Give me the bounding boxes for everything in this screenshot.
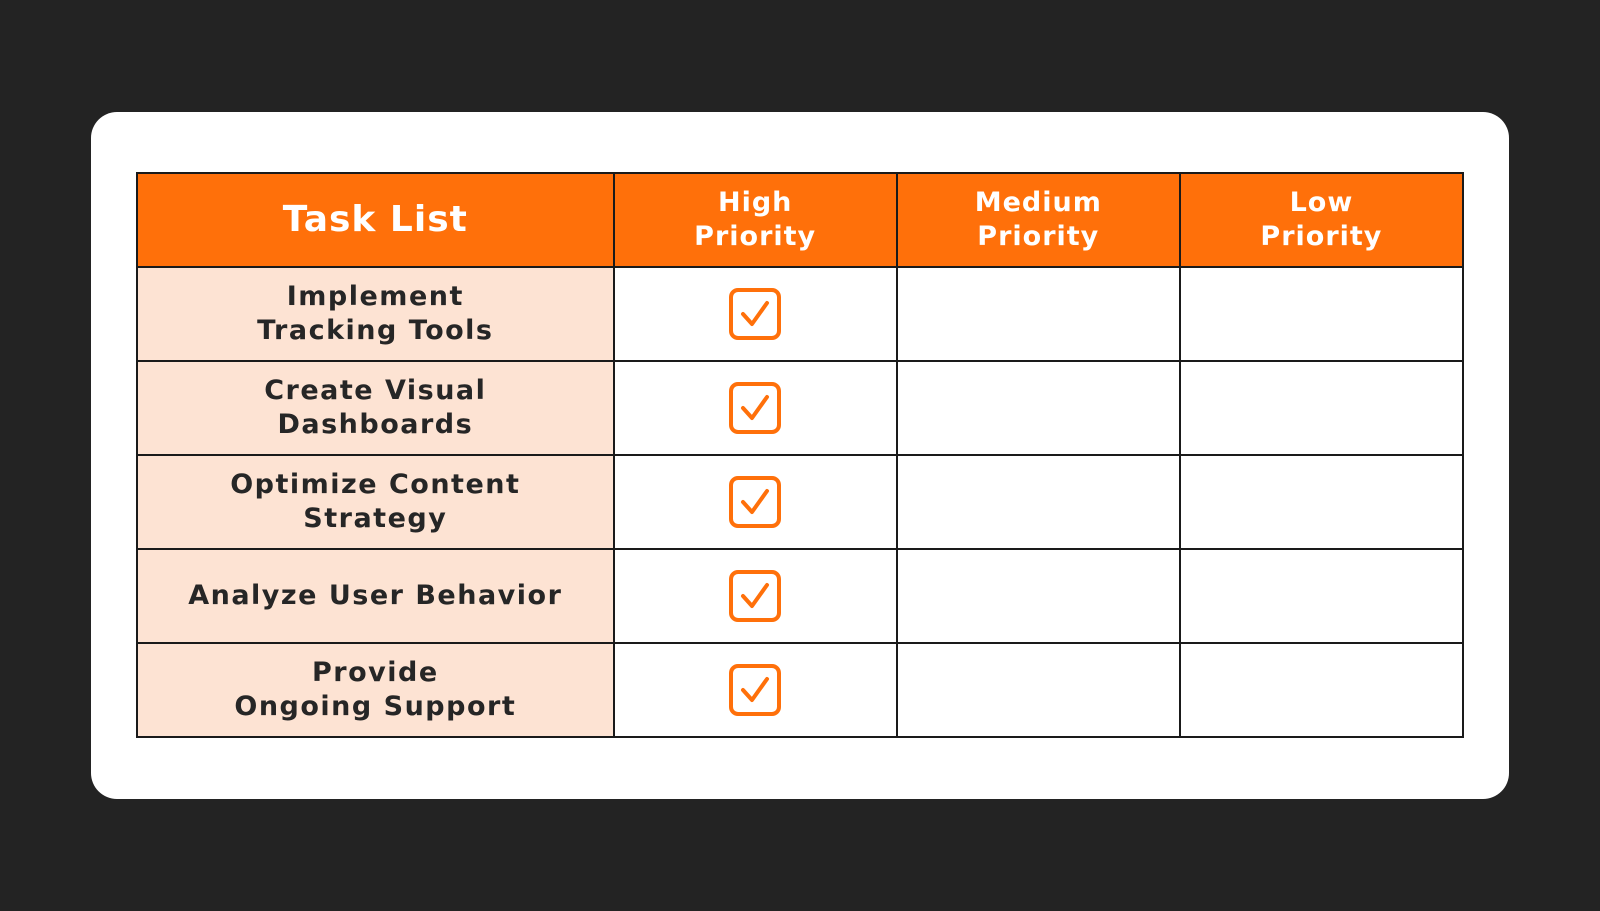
header-low-priority: Low Priority [1180, 173, 1463, 267]
high-priority-cell [614, 643, 897, 737]
table-row [137, 361, 1463, 455]
medium-priority-cell [897, 267, 1180, 361]
low-priority-cell [1180, 361, 1463, 455]
table-header-row [137, 173, 1463, 267]
low-priority-cell [1180, 455, 1463, 549]
medium-priority-cell [897, 455, 1180, 549]
checkbox-checked-icon [728, 663, 782, 717]
high-priority-cell [614, 361, 897, 455]
task-name: Create Visual Dashboards [137, 361, 614, 455]
low-priority-cell [1180, 267, 1463, 361]
table-row [137, 643, 1463, 737]
medium-priority-cell [897, 361, 1180, 455]
high-priority-cell [614, 549, 897, 643]
task-name: Implement Tracking Tools [137, 267, 614, 361]
medium-priority-cell [897, 549, 1180, 643]
medium-priority-cell [897, 643, 1180, 737]
low-priority-cell [1180, 549, 1463, 643]
header-task-list: Task List [137, 173, 614, 267]
checkbox-checked-icon [728, 475, 782, 529]
low-priority-cell [1180, 643, 1463, 737]
table-row [137, 455, 1463, 549]
task-priority-table [136, 172, 1464, 738]
checkbox-checked-icon [728, 287, 782, 341]
task-name: Optimize Content Strategy [137, 455, 614, 549]
priority-card [91, 112, 1509, 799]
checkbox-checked-icon [728, 569, 782, 623]
header-medium-priority: Medium Priority [897, 173, 1180, 267]
checkbox-checked-icon [728, 381, 782, 435]
task-name: Provide Ongoing Support [137, 643, 614, 737]
header-high-priority: High Priority [614, 173, 897, 267]
high-priority-cell [614, 455, 897, 549]
high-priority-cell [614, 267, 897, 361]
table-row [137, 267, 1463, 361]
task-name: Analyze User Behavior [137, 549, 614, 643]
table-row [137, 549, 1463, 643]
